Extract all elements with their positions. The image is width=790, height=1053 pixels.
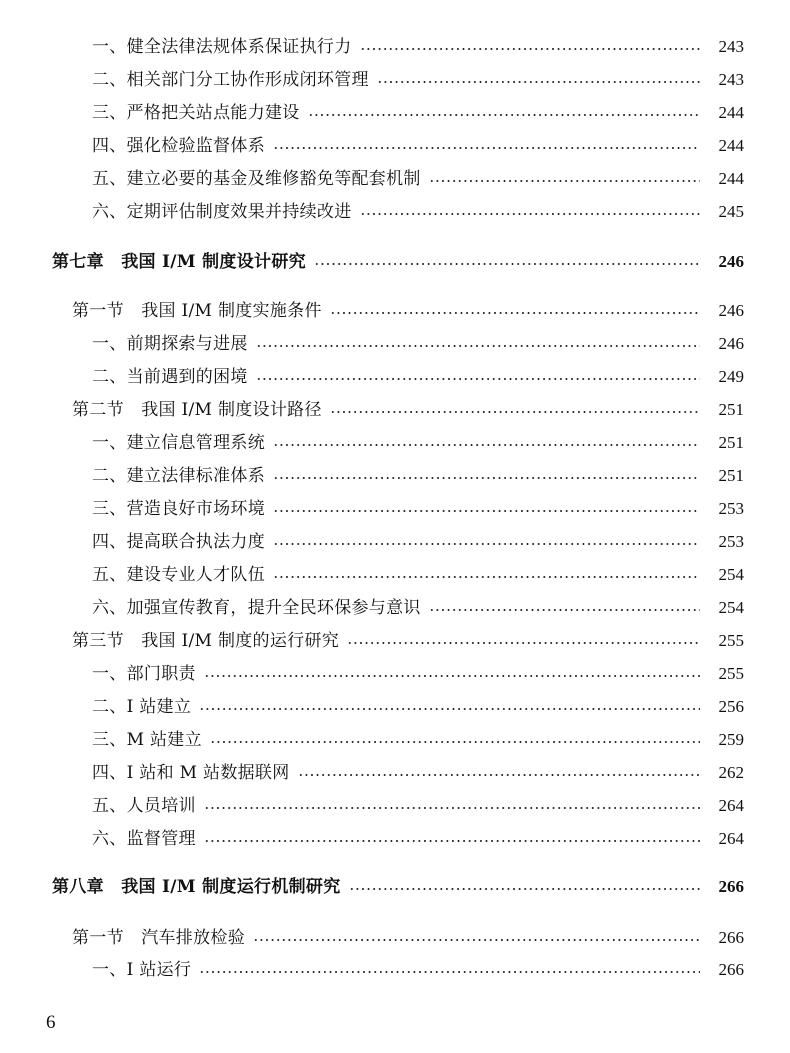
toc-section-entry [72,629,744,653]
dot-leader [330,311,700,315]
dot-leader [204,674,700,678]
dot-leader [330,410,700,414]
toc-entry [92,35,744,59]
toc-entry-page: 246 [718,334,744,353]
toc-entry-title: 五、建立必要的基金及维修豁免等配套机制 [92,169,421,189]
toc-entry-title: 一、健全法律法规体系保证执行力 [92,37,352,57]
toc-entry-page: 246 [718,252,744,271]
toc-entry-page: 253 [718,532,744,551]
toc-entry [92,728,744,752]
toc-entry-title: 三、营造良好市场环境 [92,499,265,519]
toc-chapter-title: 第七章 我国 I/M 制度设计研究 [52,252,306,272]
toc-entry [92,827,744,851]
toc-entry-page: 266 [718,928,744,947]
toc-entry-title: 一、I 站运行 [92,960,192,980]
dot-leader [256,344,700,348]
dot-leader [273,476,700,480]
toc-entry [92,68,744,92]
toc-entry-title: 五、人员培训 [92,796,196,816]
toc-entry-title: 一、建立信息管理系统 [92,433,265,453]
dot-leader [349,887,700,891]
toc-entry-page: 264 [718,829,744,848]
toc-entry-title: 四、提高联合执法力度 [92,532,265,552]
toc-entry-title: 二、相关部门分工协作形成闭环管理 [92,70,369,90]
toc-entry [92,365,744,389]
toc-chapter-entry [52,875,744,899]
toc-entry-title: 六、监督管理 [92,829,196,849]
toc-entry-page: 253 [718,499,744,518]
toc-entry [92,695,744,719]
toc-chapter-entry [52,250,744,274]
toc-entry-page: 244 [718,136,744,155]
dot-leader [204,806,700,810]
toc-section-title: 第二节 我国 I/M 制度设计路径 [72,400,322,420]
toc-entry [92,497,744,521]
dot-leader [273,146,700,150]
toc-section-title: 第一节 汽车排放检验 [72,928,245,948]
toc-entry-page: 255 [718,664,744,683]
toc-section-entry [72,398,744,422]
toc-entry-page: 254 [718,598,744,617]
page-number: 6 [46,1012,56,1033]
toc-entry-page: 266 [718,960,744,979]
toc-entry [92,101,744,125]
toc-entry-title: 一、部门职责 [92,664,196,684]
toc-entry-page: 266 [718,877,744,896]
toc-entry-page: 251 [718,466,744,485]
toc-entry-page: 254 [718,565,744,584]
dot-leader [273,443,700,447]
dot-leader [210,740,700,744]
toc-section-title: 第一节 我国 I/M 制度实施条件 [72,301,322,321]
toc-entry-page: 264 [718,796,744,815]
toc-entry-title: 六、定期评估制度效果并持续改进 [92,202,352,222]
toc-entry [92,662,744,686]
dot-leader [256,377,700,381]
toc-entry [92,464,744,488]
toc-entry [92,200,744,224]
toc-entry-page: 244 [718,169,744,188]
dot-leader [314,262,700,266]
toc-entry-title: 二、当前遇到的困境 [92,367,248,387]
dot-leader [253,938,700,942]
dot-leader [204,839,700,843]
toc-entry-page: 249 [718,367,744,386]
toc-entry-page: 246 [718,301,744,320]
dot-leader [429,608,700,612]
dot-leader [199,707,700,711]
dot-leader [429,179,700,183]
dot-leader [273,509,700,513]
toc-entry-page: 262 [718,763,744,782]
toc-entry [92,332,744,356]
toc-entry-title: 三、严格把关站点能力建设 [92,103,300,123]
toc-entry [92,431,744,455]
toc-section-entry [72,926,744,950]
toc-entry [92,794,744,818]
toc-entry-page: 245 [718,202,744,221]
toc-entry [92,167,744,191]
toc-entry [92,530,744,554]
dot-leader [360,212,701,216]
toc-section-title: 第三节 我国 I/M 制度的运行研究 [72,631,340,651]
toc-entry [92,958,744,982]
toc-section-entry [72,299,744,323]
toc-entry-title: 三、M 站建立 [92,730,202,750]
dot-leader [308,113,700,117]
dot-leader [199,970,700,974]
toc-entry-page: 243 [718,37,744,56]
toc-entry-title: 四、I 站和 M 站数据联网 [92,763,290,783]
dot-leader [347,641,700,645]
dot-leader [273,542,700,546]
toc-entry [92,134,744,158]
toc-chapter-title: 第八章 我国 I/M 制度运行机制研究 [52,877,341,897]
toc-entry-page: 251 [718,433,744,452]
toc-entry [92,563,744,587]
toc-entry-page: 259 [718,730,744,749]
dot-leader [298,773,700,777]
dot-leader [360,47,701,51]
toc-entry-title: 六、加强宣传教育，提升全民环保参与意识 [92,598,421,618]
toc-entry-title: 二、建立法律标准体系 [92,466,265,486]
toc-entry-title: 二、I 站建立 [92,697,192,717]
toc-entry [92,761,744,785]
toc-entry-title: 五、建设专业人才队伍 [92,565,265,585]
toc-entry-title: 一、前期探索与进展 [92,334,248,354]
toc-entry-page: 251 [718,400,744,419]
toc-entry-page: 255 [718,631,744,650]
toc-entry-title: 四、强化检验监督体系 [92,136,265,156]
toc-entry-page: 243 [718,70,744,89]
toc-entry-page: 256 [718,697,744,716]
dot-leader [273,575,700,579]
dot-leader [377,80,700,84]
toc-entry-page: 244 [718,103,744,122]
toc-entry [92,596,744,620]
